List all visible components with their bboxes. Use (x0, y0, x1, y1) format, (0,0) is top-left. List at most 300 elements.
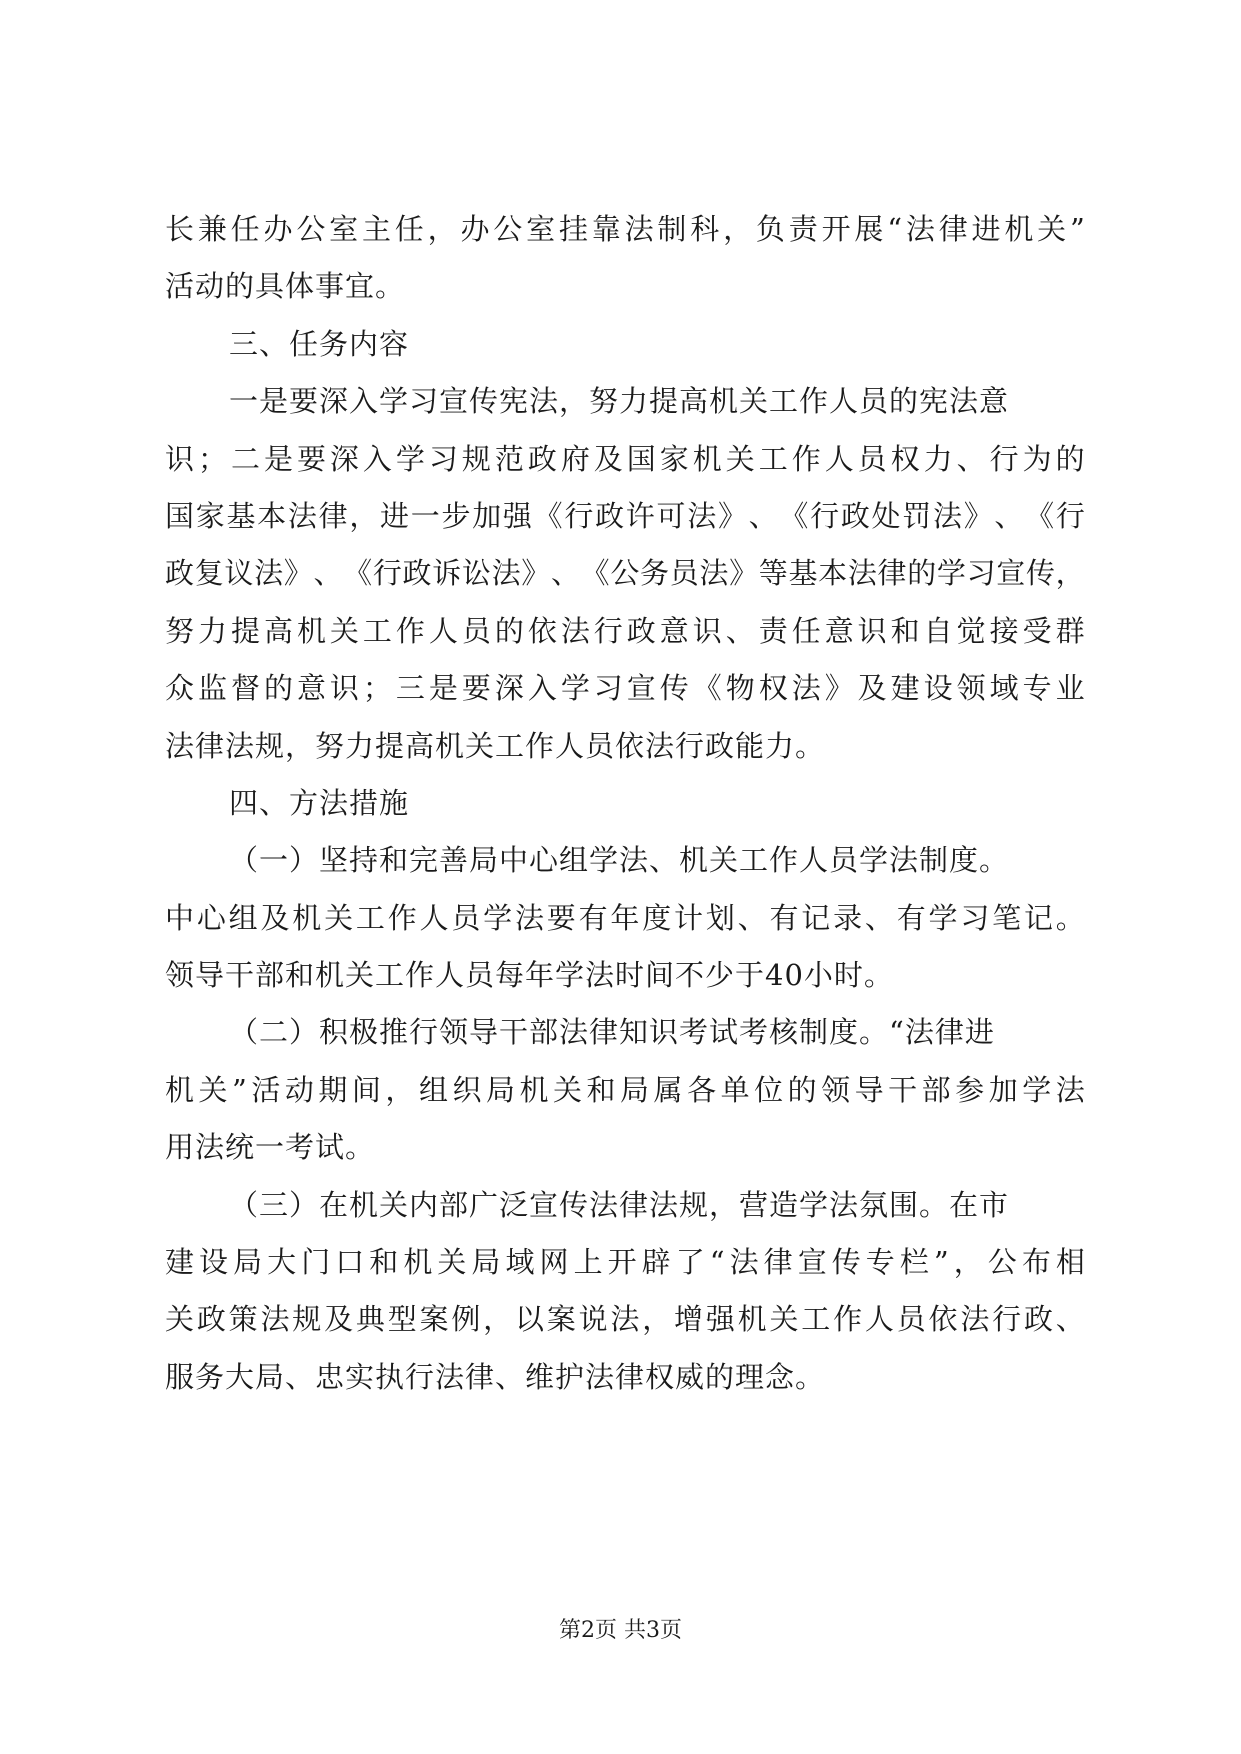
text-char: 意 (296, 671, 326, 706)
text-char: 的 (787, 1072, 817, 1107)
text-char: 权 (890, 441, 920, 476)
text-char: 政 (595, 498, 625, 533)
text-char: ； (197, 441, 227, 476)
text-char: 机 (737, 1302, 767, 1337)
text-char: 公 (296, 212, 326, 246)
text-char: 依 (527, 613, 557, 648)
text-char: 权 (758, 671, 788, 706)
text-char: 关 (553, 1072, 583, 1107)
text-char: 及 (857, 671, 887, 706)
text-line (165, 1234, 1085, 1291)
text-char: 型 (387, 1302, 417, 1337)
text-char: 识 (165, 441, 195, 476)
text-char: 学 (395, 441, 425, 476)
text-char: 专 (865, 1245, 895, 1280)
text-char: 典 (355, 1302, 385, 1337)
text-line (165, 603, 1085, 660)
text-char: 律 (763, 1245, 793, 1280)
text-char: 法 (729, 1245, 759, 1280)
text-char: 建 (890, 671, 920, 706)
text-char: 业 (1055, 671, 1085, 706)
text-char: 关 (329, 613, 359, 648)
text-char: 《 (343, 556, 373, 591)
section-heading: 三、任务内容 (229, 326, 410, 361)
text-char: 域 (505, 1245, 535, 1280)
text-char: 规 (292, 1302, 322, 1337)
text-char: 室 (329, 212, 359, 246)
text-char: 的 (494, 613, 524, 648)
text-char: 局 (471, 1245, 501, 1280)
text-char: 法 (624, 212, 654, 246)
text-char: 法 (905, 212, 935, 246)
text-char: 公 (987, 1245, 1017, 1280)
text-char: 有 (769, 900, 799, 935)
text-char: 政 (626, 613, 656, 648)
text-char: 计 (674, 900, 704, 935)
text-char: 深 (329, 441, 359, 476)
text-char: 局 (620, 1072, 650, 1107)
text-char: 有 (578, 900, 608, 935)
text-char: 任 (791, 613, 821, 648)
text-char: 努 (165, 613, 195, 648)
text-char: 相 (1055, 1245, 1085, 1280)
text-char: ， (349, 498, 379, 533)
text-char: 机 (1004, 212, 1034, 246)
text-char: 各 (687, 1072, 717, 1107)
text-char: 督 (230, 671, 260, 706)
section-heading: 四、方法措施 (229, 785, 410, 820)
text-char: 办 (263, 212, 293, 246)
text-char: 、 (956, 441, 986, 476)
text-char: 领 (956, 671, 986, 706)
text-char: 务 (640, 556, 670, 591)
text-char: 步 (441, 498, 471, 533)
text-line: （二）积极推行领导干部法律知识考试考核制度。“法律进 (229, 1015, 995, 1050)
text-char: 习 (960, 900, 990, 935)
text-char: 复 (194, 556, 224, 591)
text-char: 属 (653, 1072, 683, 1107)
text-char: 部 (921, 1072, 951, 1107)
text-char: 行 (372, 556, 402, 591)
text-char: 案 (419, 1302, 449, 1337)
text-char: 大 (267, 1245, 297, 1280)
text-char: 要 (546, 900, 576, 935)
text-char: 法 (254, 556, 284, 591)
text-char: 进 (380, 498, 410, 533)
text-char: 法 (687, 498, 717, 533)
text-char: 局 (485, 1072, 515, 1107)
text-char: 政 (1023, 1302, 1053, 1337)
text-line (165, 201, 1085, 258)
text-char: 专 (1022, 671, 1052, 706)
text-char: “ (887, 212, 903, 246)
text-char: 栏 (899, 1245, 929, 1280)
text-char: 入 (362, 441, 392, 476)
text-char: 力 (923, 441, 953, 476)
text-char: 机 (692, 441, 722, 476)
text-char: 传 (659, 671, 689, 706)
text-char: 政 (402, 556, 432, 591)
text-char: 、 (864, 900, 894, 935)
text-char: 人 (824, 441, 854, 476)
text-char: 》 (824, 671, 854, 706)
text-char: 和 (586, 1072, 616, 1107)
text-char: 传 (1025, 556, 1055, 591)
text-char: 公 (610, 556, 640, 591)
text-char: ， (723, 212, 753, 246)
text-char: 划 (705, 900, 735, 935)
text-char: 中 (165, 900, 195, 935)
text-char: 上 (573, 1245, 603, 1280)
text-char: 要 (461, 671, 491, 706)
text-char: 度 (642, 900, 672, 935)
text-char: 律 (318, 498, 348, 533)
text-char: 的 (263, 671, 293, 706)
text-char: 物 (725, 671, 755, 706)
text-char: 律 (938, 212, 968, 246)
text-char: 。 (1055, 900, 1085, 935)
text-char: 监 (197, 671, 227, 706)
text-char: 家 (659, 441, 689, 476)
text-char: 责 (788, 212, 818, 246)
text-char: 、 (994, 498, 1024, 533)
text-char: 行 (989, 441, 1019, 476)
text-char: 《 (1025, 498, 1055, 533)
text-char: 及 (260, 900, 290, 935)
text-char: 员 (461, 613, 491, 648)
text-char: 为 (1022, 441, 1052, 476)
text-char: 机 (519, 1072, 549, 1107)
text-char: 域 (989, 671, 1019, 706)
text-char: 、 (313, 556, 343, 591)
text-char: 、 (737, 900, 767, 935)
text-char: 期 (318, 1072, 348, 1107)
text-char: 关 (324, 900, 354, 935)
text-char: 织 (452, 1072, 482, 1107)
text-char: 门 (301, 1245, 331, 1280)
text-char: ， (953, 1245, 983, 1280)
text-char: 活 (251, 1072, 281, 1107)
text-char: 府 (560, 441, 590, 476)
text-char: 学 (928, 900, 958, 935)
text-char: 工 (758, 441, 788, 476)
text-char: 加 (988, 1072, 1018, 1107)
text-char: 制 (657, 212, 687, 246)
text-char: 宣 (626, 671, 656, 706)
text-char: 一 (410, 498, 440, 533)
text-char: 记 (801, 900, 831, 935)
text-line: 服务大局、忠实执行法律、维护法律权威的理念。 (165, 1359, 826, 1394)
text-char: 法 (960, 1302, 990, 1337)
text-char: 机 (292, 900, 322, 935)
text-char: 员 (896, 1302, 926, 1337)
text-char: 》 (729, 556, 759, 591)
text-char: 工 (355, 900, 385, 935)
text-char: 提 (230, 613, 260, 648)
text-char: 加 (472, 498, 502, 533)
text-char: 高 (263, 613, 293, 648)
text-char: ” (232, 1072, 247, 1107)
text-char: 受 (1022, 613, 1052, 648)
text-char: 员 (669, 556, 699, 591)
text-char: 《 (779, 498, 809, 533)
text-char: ； (362, 671, 392, 706)
text-char: 导 (854, 1072, 884, 1107)
text-char: 参 (955, 1072, 985, 1107)
text-char: 机 (403, 1245, 433, 1280)
text-char: 的 (1055, 441, 1085, 476)
text-char: 群 (1055, 613, 1085, 648)
text-char: 习 (428, 441, 458, 476)
text-line (165, 890, 1085, 947)
text-char: 法 (514, 900, 544, 935)
text-line (165, 488, 1085, 545)
text-char: 三 (395, 671, 425, 706)
text-char: 学 (560, 671, 590, 706)
text-char: 国 (165, 498, 195, 533)
text-char: 可 (656, 498, 686, 533)
text-char: 识 (329, 671, 359, 706)
text-char: 习 (966, 556, 996, 591)
text-char: 法 (560, 613, 590, 648)
text-char: 例 (451, 1302, 481, 1337)
text-line (165, 545, 1085, 602)
text-char: 宣 (797, 1245, 827, 1280)
text-char: 辟 (641, 1245, 671, 1280)
text-char: 行 (1055, 498, 1085, 533)
text-char: 等 (758, 556, 788, 591)
text-char: 公 (493, 212, 523, 246)
text-line (165, 1062, 1085, 1119)
text-char: 作 (395, 613, 425, 648)
text-char: ， (1055, 556, 1085, 591)
text-char: 员 (857, 441, 887, 476)
text-char: 法 (610, 1302, 640, 1337)
document-body (165, 201, 1085, 1406)
text-char: ” (1070, 212, 1085, 246)
text-char: 科 (690, 212, 720, 246)
text-char: 强 (705, 1302, 735, 1337)
text-char: ” (933, 1245, 949, 1280)
text-char: 、 (1055, 1302, 1085, 1337)
text-line: 法律法规，努力提高机关工作人员依法行政能力。 (165, 728, 826, 763)
text-char: 作 (833, 1302, 863, 1337)
text-char: 基 (788, 556, 818, 591)
text-char: 室 (526, 212, 556, 246)
text-line (165, 1291, 1085, 1348)
text-char: 挂 (558, 212, 588, 246)
text-char: 作 (387, 900, 417, 935)
text-char: 政 (165, 556, 195, 591)
text-char: 和 (369, 1245, 399, 1280)
text-line: 一是要深入学习宣传宪法，努力提高机关工作人员的宪法意 (229, 384, 1010, 419)
text-char: 长 (165, 212, 195, 246)
text-char: 关 (725, 441, 755, 476)
text-char: 年 (610, 900, 640, 935)
text-char: 学 (483, 900, 513, 935)
text-char: 意 (824, 613, 854, 648)
text-char: 自 (923, 613, 953, 648)
text-char: 本 (818, 556, 848, 591)
text-char: 罚 (902, 498, 932, 533)
text-char: 关 (198, 1072, 228, 1107)
text-char: 深 (494, 671, 524, 706)
text-char: 工 (801, 1302, 831, 1337)
text-char: 机 (296, 613, 326, 648)
text-char: 法 (287, 498, 317, 533)
text-char: 兼 (197, 212, 227, 246)
text-char: 人 (428, 613, 458, 648)
text-char: 本 (257, 498, 287, 533)
text-char: ， (385, 1072, 415, 1107)
text-char: 任 (230, 212, 260, 246)
text-char: 口 (335, 1245, 365, 1280)
text-char: 位 (754, 1072, 784, 1107)
text-char: 动 (284, 1072, 314, 1107)
text-char: ， (483, 1302, 513, 1337)
text-char: 策 (228, 1302, 258, 1337)
text-char: 处 (871, 498, 901, 533)
text-char: 习 (593, 671, 623, 706)
text-char: 法 (699, 556, 729, 591)
text-char: 增 (674, 1302, 704, 1337)
text-char: 单 (720, 1072, 750, 1107)
text-char: 二 (230, 441, 260, 476)
text-char: 传 (831, 1245, 861, 1280)
text-line: 活动的具体事宜。 (165, 269, 406, 304)
text-char: 及 (593, 441, 623, 476)
text-char: 政 (527, 441, 557, 476)
text-char: 依 (928, 1302, 958, 1337)
text-char: 行 (564, 498, 594, 533)
text-char: 了 (675, 1245, 705, 1280)
text-char: 》 (963, 498, 993, 533)
text-char: 的 (907, 556, 937, 591)
text-char: 开 (821, 212, 851, 246)
text-char: 法 (491, 556, 521, 591)
text-char: 宣 (996, 556, 1026, 591)
text-char: 学 (936, 556, 966, 591)
text-char: 建 (165, 1245, 195, 1280)
text-char: 行 (810, 498, 840, 533)
text-char: 关 (1037, 212, 1067, 246)
text-char: 间 (351, 1072, 381, 1107)
text-char: 是 (428, 671, 458, 706)
text-char: 《 (692, 671, 722, 706)
text-char: “ (709, 1245, 725, 1280)
text-char: 是 (263, 441, 293, 476)
text-char: 网 (539, 1245, 569, 1280)
text-char: 许 (625, 498, 655, 533)
text-char: 开 (607, 1245, 637, 1280)
text-char: 记 (1023, 900, 1053, 935)
text-char: 诉 (432, 556, 462, 591)
text-char: 学 (1022, 1072, 1052, 1107)
text-char: 工 (362, 613, 392, 648)
text-char: 行 (593, 613, 623, 648)
text-char: 组 (418, 1072, 448, 1107)
text-char: 基 (226, 498, 256, 533)
text-char: 有 (896, 900, 926, 935)
text-line: （三）在机关内部广泛宣传法律法规，营造学法氛围。在市 (229, 1187, 1010, 1222)
text-char: 规 (461, 441, 491, 476)
text-char: 干 (888, 1072, 918, 1107)
text-char: 设 (923, 671, 953, 706)
text-char: ， (427, 212, 457, 246)
text-char: 及 (324, 1302, 354, 1337)
text-char: 展 (854, 212, 884, 246)
text-char: 法 (847, 556, 877, 591)
text-char: 法 (260, 1302, 290, 1337)
text-char: 》 (717, 498, 747, 533)
text-char: 》 (283, 556, 313, 591)
text-char: 家 (195, 498, 225, 533)
text-char: 众 (165, 671, 195, 706)
text-line (165, 431, 1085, 488)
text-char: 员 (451, 900, 481, 935)
text-char: 政 (840, 498, 870, 533)
text-char: 范 (494, 441, 524, 476)
text-char: ， (642, 1302, 672, 1337)
text-char: 录 (833, 900, 863, 935)
text-char: 关 (769, 1302, 799, 1337)
text-char: 说 (578, 1302, 608, 1337)
text-line: 领导干部和机关工作人员每年学法时间不少于40小时。 (165, 958, 894, 993)
text-char: 政 (196, 1302, 226, 1337)
text-char: 觉 (956, 613, 986, 648)
text-char: 组 (228, 900, 258, 935)
text-char: 以 (514, 1302, 544, 1337)
text-char: 入 (527, 671, 557, 706)
text-char: 心 (196, 900, 226, 935)
text-char: 局 (233, 1245, 263, 1280)
text-char: 、 (550, 556, 580, 591)
page-number-footer: 第2页 共3页 (559, 1618, 682, 1643)
text-char: 领 (821, 1072, 851, 1107)
text-line: 用法统一考试。 (165, 1130, 376, 1165)
text-char: 识 (857, 613, 887, 648)
text-char: 力 (197, 613, 227, 648)
text-char: 进 (971, 212, 1001, 246)
text-char: 靠 (591, 212, 621, 246)
text-char: 强 (502, 498, 532, 533)
text-char: 、 (725, 613, 755, 648)
text-char: 识 (692, 613, 722, 648)
text-char: 办 (460, 212, 490, 246)
text-char: 、 (748, 498, 778, 533)
text-char: 《 (533, 498, 563, 533)
text-char: 关 (437, 1245, 467, 1280)
text-char: 和 (890, 613, 920, 648)
text-char: 律 (877, 556, 907, 591)
text-char: 布 (1021, 1245, 1051, 1280)
text-char: 人 (419, 900, 449, 935)
text-char: 案 (546, 1302, 576, 1337)
text-char: 行 (992, 1302, 1022, 1337)
text-char: 责 (758, 613, 788, 648)
text-char: 笔 (992, 900, 1022, 935)
text-char: 关 (165, 1302, 195, 1337)
text-char: 要 (296, 441, 326, 476)
text-char: 接 (989, 613, 1019, 648)
text-char: 《 (580, 556, 610, 591)
text-char: 讼 (461, 556, 491, 591)
text-char: 法 (1055, 1072, 1085, 1107)
text-char: 议 (224, 556, 254, 591)
text-char: 法 (791, 671, 821, 706)
text-char: 》 (521, 556, 551, 591)
text-char: 国 (626, 441, 656, 476)
